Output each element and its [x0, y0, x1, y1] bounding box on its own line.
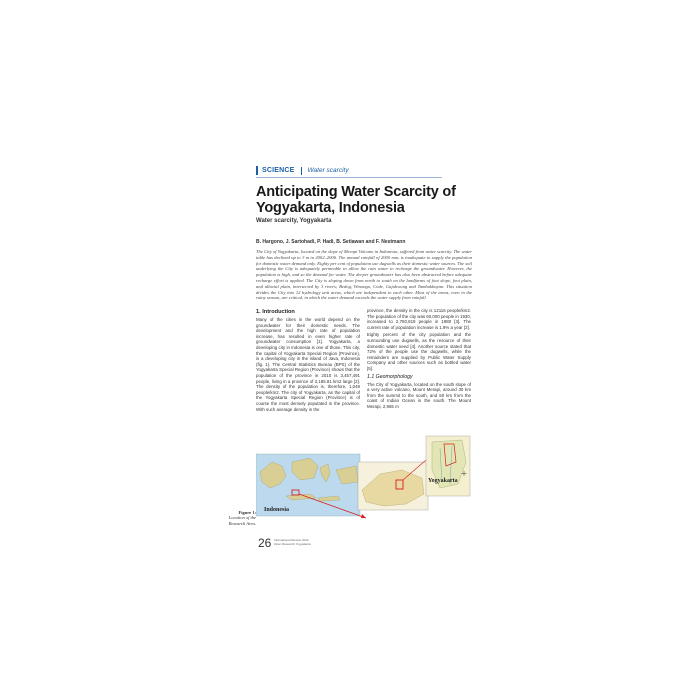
page-number: 26 [258, 536, 272, 550]
section-marker [256, 166, 258, 175]
figure-label: Figure 1: [238, 510, 256, 515]
section-tag [256, 166, 349, 175]
footer-line-2: Open Research Yogyakarta [274, 542, 311, 546]
header-rule [256, 177, 442, 178]
zoom-connector-arrow [361, 514, 366, 518]
article-abstract: The City of Yogyakarta, located on the slope of Merapi Volcano in Indonesia, suffered from water scarcity. The water table has declined up to 3 m in 2002–2006. The annual rainfall of 2000 mm, is inadequate to supply the population for domestic water demand only. Eighty per cent of population use dugwells as their domestic water sources. The soil underlying the City is adequately permeable to allow the rain water to recharge the groundwater. However, the population is high, and so the demand for water. The deeper groundwater has also been abstracted before adequate recharge effort is applied. The City is sloping down from north to south on the landforms of foot slope, foot plain, and alluvial plain, intersected by 3 rivers; Bedog, Winongo, Code, Gajahwong and Tambakbayan. This situation divides the City into 12 hydrology unit areas, which are independent to each other. Most of the areas, even in the rainy season, are critical, in which the water demand exceeds the water supply from rainfall. [256, 249, 472, 301]
indonesia-label: Indonesia [264, 507, 290, 513]
location-map [256, 432, 472, 542]
section-separator [301, 167, 302, 175]
density-paragraph: province, the density in the city is 12116 people/km2. The population of the city was 60,000 people in 1930, increased to 2,750,819 people in 1980 [3]. The current rate of population increase is 1.9% a year [2]. [367, 308, 471, 330]
location-figure [256, 432, 472, 542]
dugwell-paragraph: Eighty percent of the city population and the surrounding use dugwells, as the resource of their domestic water need [4]. Another source stated that 72% of the people use the dugwells, while the remainders are supplied by Public Water Supply Company and other sources such as bottled water [5]. [367, 332, 471, 371]
introduction-paragraph: Many of the cities in the world depend on the groundwater for their domestic needs. The development and the high rate of population increase, has resulted in even higher rate of groundwater consumption [1]. Yogyakarta, a developing city in Indonesia is one of those. This city, the capital of Yogyakarta Special Region (Province), is a developing city in the island of Java, Indonesia (fig. 1). The Central Statistics Bureau (BPS) of the Yogyakarta Special Region (Province) shows that the population of the province in 2010 is 3,457,491 people, living in a province of 3,185.81 km2 large [2]. The density of the population is, therefore, 1,049 people/km2. The city of Yogyakarta, as the capital of the Yogyakarta Special Region (Province) is of course the most densely populated in the province. With such average density in the [256, 317, 360, 412]
article-authors: B. Hargono, J. Sartohadi, P. Hadi, B. Setiawan and F. Nestmann [256, 239, 406, 245]
figure-caption [222, 510, 256, 526]
page-footer [274, 538, 311, 546]
body-column-left [256, 310, 360, 414]
footer-line-1: International Review 2012 [274, 538, 309, 542]
figure-caption-text: Location of the Research Area. [228, 515, 256, 526]
section-label: SCIENCE [262, 167, 295, 174]
article-subtitle: Water scarcity, Yogyakarta [256, 218, 332, 224]
article-title: Anticipating Water Scarcity of Yogyakarta, Indonesia [256, 184, 456, 216]
introduction-heading: 1. Introduction [256, 309, 295, 315]
subsection-label: Water scarcity [307, 167, 349, 174]
geomorphology-heading: 1.1 Geomorphology [367, 373, 413, 380]
body-column-right [367, 308, 471, 412]
geomorphology-paragraph: The City of Yogyakarta, located on the south slope of a very active volcano, Mount Merapi, around 30 km from the summit to the south, and 50 km from the coast of Indian Ocean in the south. The Mount Merapi, 2,965 m [367, 381, 471, 409]
yogyakarta-label: Yogyakarta [428, 478, 458, 484]
